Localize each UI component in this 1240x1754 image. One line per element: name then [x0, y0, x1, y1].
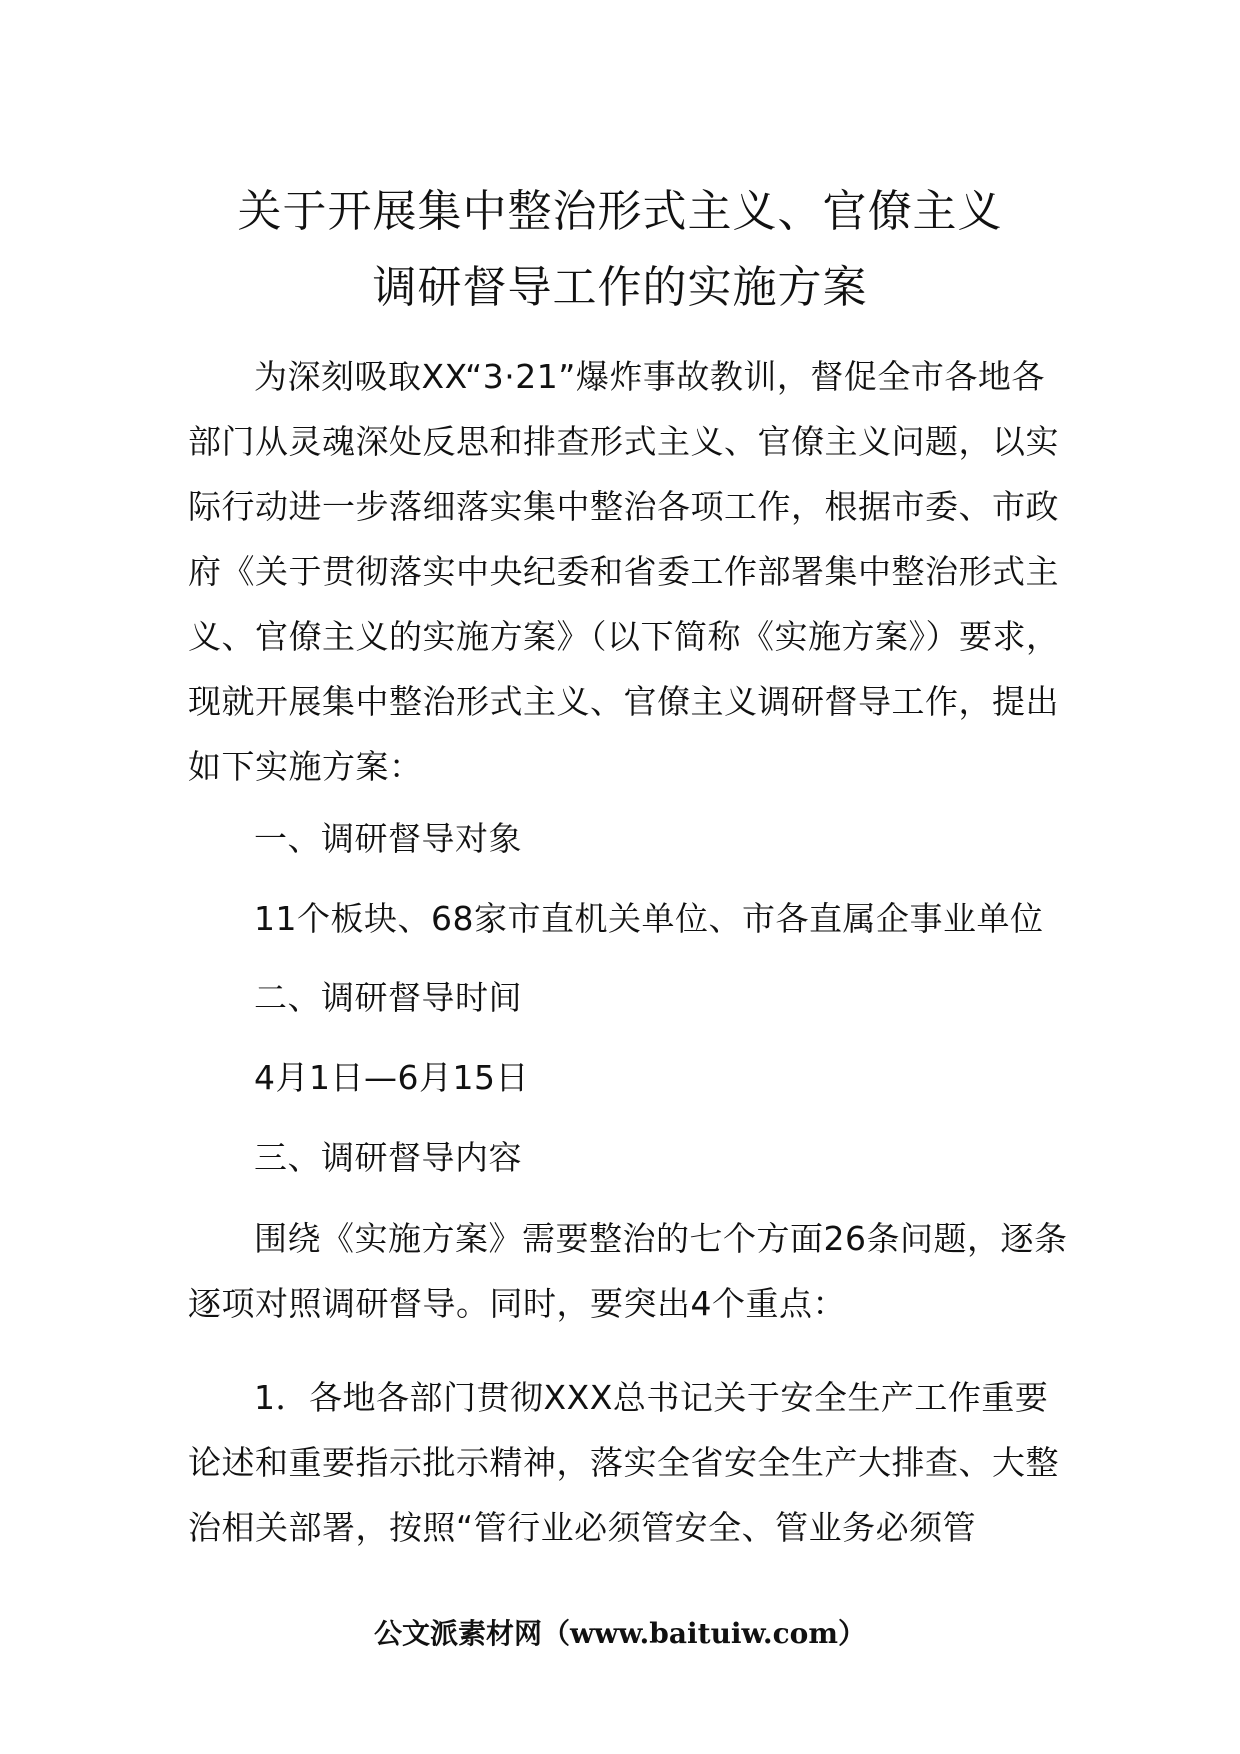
list-item-point-1: 1．各地各部门贯彻XXX总书记关于安全生产工作重要论述和重要指示批示精神，落实全省安全生产大排查、大整治相关部署，按照“管行业必须管安全、管业务必须管 [188, 1378, 1059, 1547]
document-title-line2: 调研督导工作的实施方案 [372, 262, 868, 313]
section-text-content: 围绕《实施方案》需要整治的七个方面26条问题，逐条逐项对照调研督导。同时，要突出4个重点： [188, 1219, 1068, 1323]
intro-paragraph: 为深刻吸取XX“3·21”爆炸事故教训，督促全市各地各部门从灵魂深处反思和排查形式主义、官僚主义问题，以实际行动进一步落细落实集中整治各项工作，根据市委、市政府《关于贯彻落实中央纪委和省委工作部署集中整治形式主义、官僚主义的实施方案》（以下简称《实施方案》）要求，现就开展集中整治形式主义、官僚主义调研督导工作，提出如下实施方案： [188, 357, 1060, 786]
section-heading-targets: 一、调研督导对象 [254, 819, 522, 858]
document-title-line1: 关于开展集中整治形式主义、官僚主义 [237, 186, 1003, 237]
section-text-time: 4月1日—6月15日 [254, 1058, 529, 1097]
section-heading-time: 二、调研督导时间 [254, 978, 522, 1017]
section-heading-content: 三、调研督导内容 [254, 1138, 522, 1177]
section-text-targets: 11个板块、68家市直机关单位、市各直属企事业单位 [254, 899, 1044, 938]
footer-watermark: 公文派素材网（www.baituiw.com） [374, 1617, 866, 1650]
